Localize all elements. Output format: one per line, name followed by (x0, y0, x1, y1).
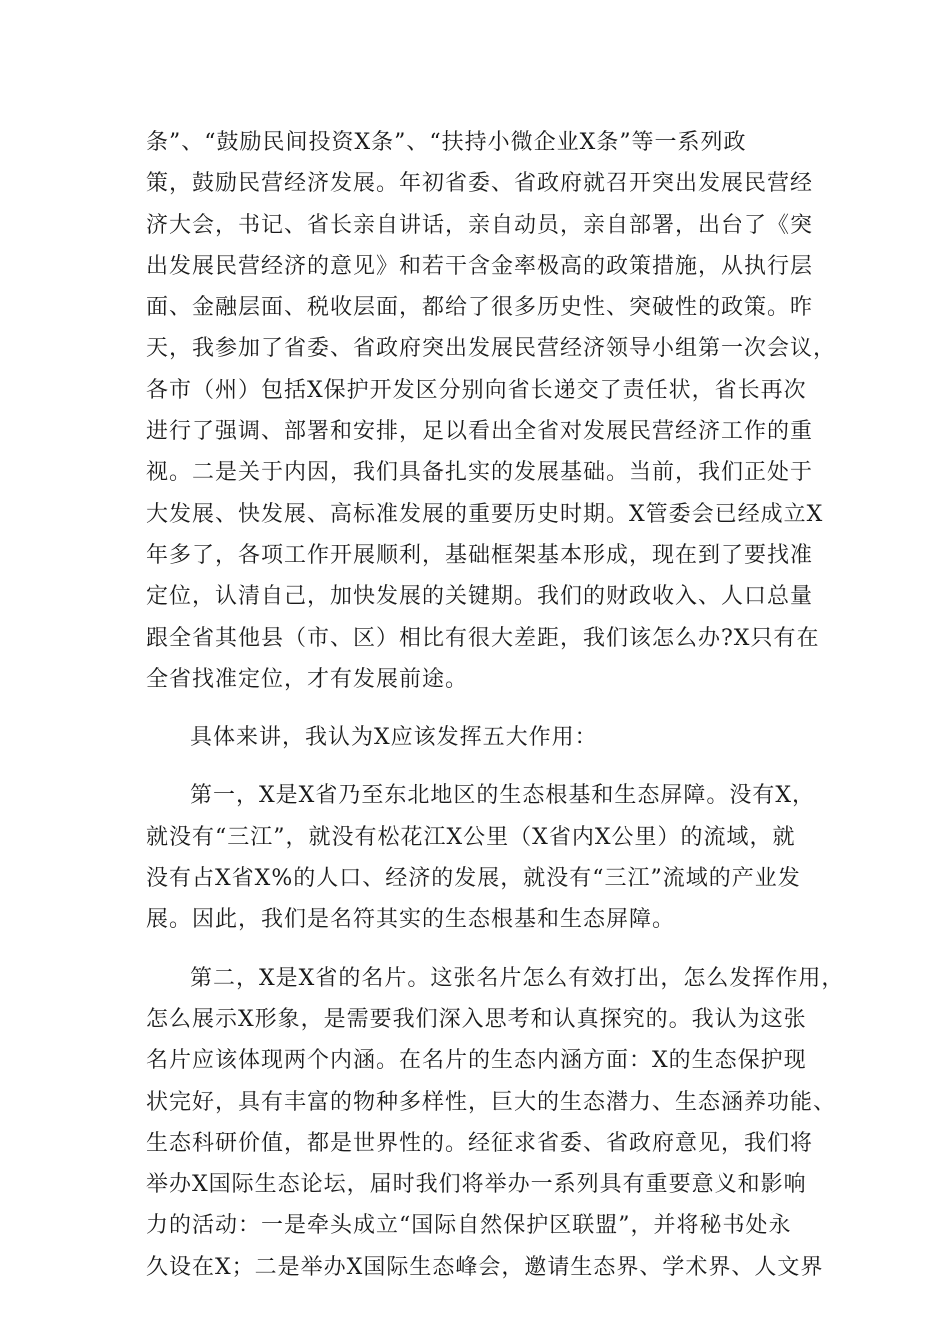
text-line: 进行了强调、部署和安排，足以看出全省对发展民营经济工作的重 (146, 419, 814, 445)
text-line: 名片应该体现两个内涵。在名片的生态内涵方面：X的生态保护现 (146, 1048, 807, 1074)
paragraph (146, 958, 845, 1288)
paragraph-gap (146, 758, 810, 775)
text-line: 展。因此，我们是名符其实的生态根基和生态屏障。 (146, 907, 676, 933)
text-line: 全省找准定位，才有发展前途。 (146, 666, 469, 692)
text-line: 状完好，具有丰富的物种多样性，巨大的生态潜力、生态涵养功能、 (146, 1089, 837, 1115)
text-line: 定位，认清自己，加快发展的关键期。我们的财政收入、人口总量 (146, 584, 814, 610)
text-line: 条”、“鼓励民间投资X条”、“扶持小微企业X条”等一系列政 (146, 130, 747, 155)
text-line: 年多了，各项工作开展顺利，基础框架基本形成，现在到了要找准 (146, 542, 814, 568)
text-line: 策，鼓励民营经济发展。年初省委、省政府就召开突出发展民营经 (146, 171, 814, 197)
text-line: 各市（州）包括X保护开发区分别向省长递交了责任状，省长再次 (146, 377, 807, 403)
text-line: 没有占X省X%的人口、经济的发展，就没有“三江”流域的产业发 (146, 866, 801, 892)
text-line: 就没有“三江”，就没有松花江X公里（X省内X公里）的流域，就 (146, 824, 796, 850)
paragraph-gap (146, 941, 810, 958)
paragraph-gap (146, 700, 810, 717)
text-line: 生态科研价值，都是世界性的。经征求省委、省政府意见，我们将 (146, 1130, 814, 1156)
document-body (146, 122, 845, 1288)
paragraph (146, 122, 837, 700)
text-line: 跟全省其他县（市、区）相比有很大差距，我们该怎么办?X只有在 (146, 625, 820, 651)
text-line: 济大会，书记、省长亲自讲话，亲自动员，亲自部署，出台了《突 (146, 212, 814, 238)
paragraph (146, 775, 815, 940)
text-line: 大发展、快发展、高标准发展的重要历史时期。X管委会已经成立X (146, 501, 824, 527)
text-line: 第一，X是X省乃至东北地区的生态根基和生态屏障。没有X， (190, 783, 815, 809)
text-line: 久设在X；二是举办X国际生态峰会，邀请生态界、学术界、人文界 (146, 1254, 824, 1280)
text-line: 具体来讲，我认为X应该发挥五大作用： (190, 725, 598, 751)
text-line: 出发展民营经济的意见》和若干含金率极高的政策措施，从执行层 (146, 253, 814, 279)
text-line: 视。二是关于内因，我们具备扎实的发展基础。当前，我们正处于 (146, 460, 814, 486)
text-line: 力的活动：一是牵头成立“国际自然保护区联盟”，并将秘书处永 (146, 1213, 792, 1239)
text-line: 举办X国际生态论坛，届时我们将举办一系列具有重要意义和影响 (146, 1172, 807, 1198)
text-line: 第二，X是X省的名片。这张名片怎么有效打出，怎么发挥作用， (190, 965, 845, 991)
text-line: 面、金融层面、税收层面，都给了很多历史性、突破性的政策。昨 (146, 295, 814, 321)
paragraph (146, 717, 810, 758)
text-line: 天，我参加了省委、省政府突出发展民营经济领导小组第一次会议， (146, 336, 837, 362)
text-line: 怎么展示X形象，是需要我们深入思考和认真探究的。我认为这张 (146, 1006, 807, 1032)
